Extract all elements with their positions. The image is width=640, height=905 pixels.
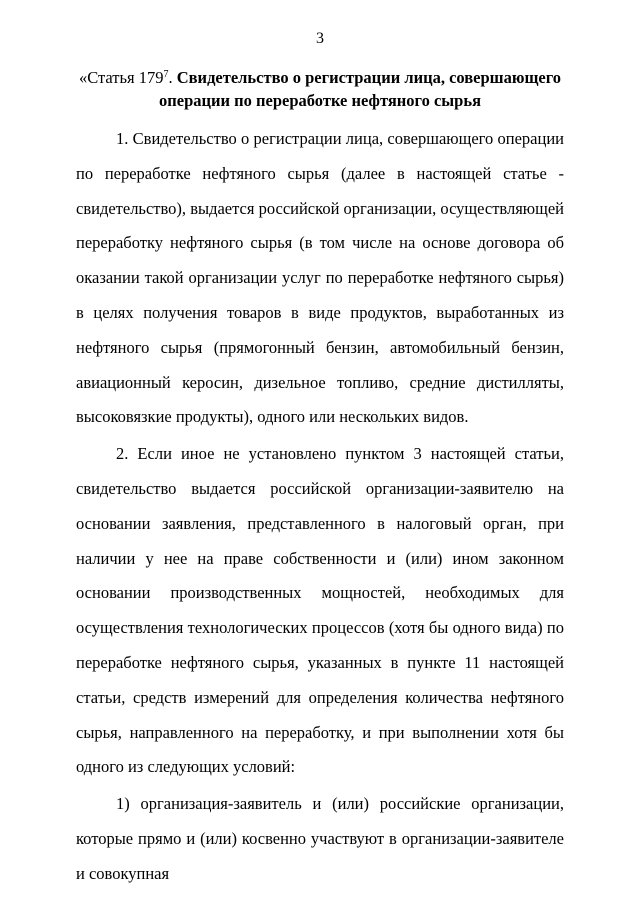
paragraph-2-subitem-1: 1) организация-заявитель и (или) российские организации, которые прямо и (или) косвенно участвуют в организации-заявителе и совокупная xyxy=(76,794,564,883)
article-dot: . xyxy=(168,68,173,87)
article-heading xyxy=(76,66,564,112)
article-prefix: «Статья 179 xyxy=(78,68,164,87)
article-body xyxy=(76,122,564,892)
paragraph-2: 2. Если иное не установлено пунктом 3 настоящей статьи, свидетельство выдается российской организации-заявителю на основании заявления, представленного в налоговый орган, при наличии у нее на праве собственности и (или) ином законном основании производственных мощностей, необходимых для осуществления технологических процессов (хотя бы одного вида) по переработке нефтяного сырья, указанных в пункте 11 настоящей статьи, средств измерений для определения количества нефтяного сырья, направленного на переработку, и при выполнении хотя бы одного из следующих условий: xyxy=(76,444,564,777)
paragraph-1: 1. Свидетельство о регистрации лица, совершающего операции по переработке нефтяного сырья (далее в настоящей статье - свидетельство), выдается российской организации, осуществляющей переработку нефтяного сырья (в том числе на основе договора об оказании такой организации услуг по переработке нефтяного сырья) в целях получения товаров в виде продуктов, выработанных из нефтяного сырья (прямогонный бензин, автомобильный бензин, авиационный керосин, дизельное топливо, средние дистилляты, высоковязкие продукты), одного или нескольких видов. xyxy=(76,129,564,427)
article-number-superscript: 7 xyxy=(163,69,169,80)
article-title: Свидетельство о регистрации лица, совершающего операции по переработке нефтяного сырья xyxy=(158,68,562,110)
page-number: 3 xyxy=(316,30,324,47)
